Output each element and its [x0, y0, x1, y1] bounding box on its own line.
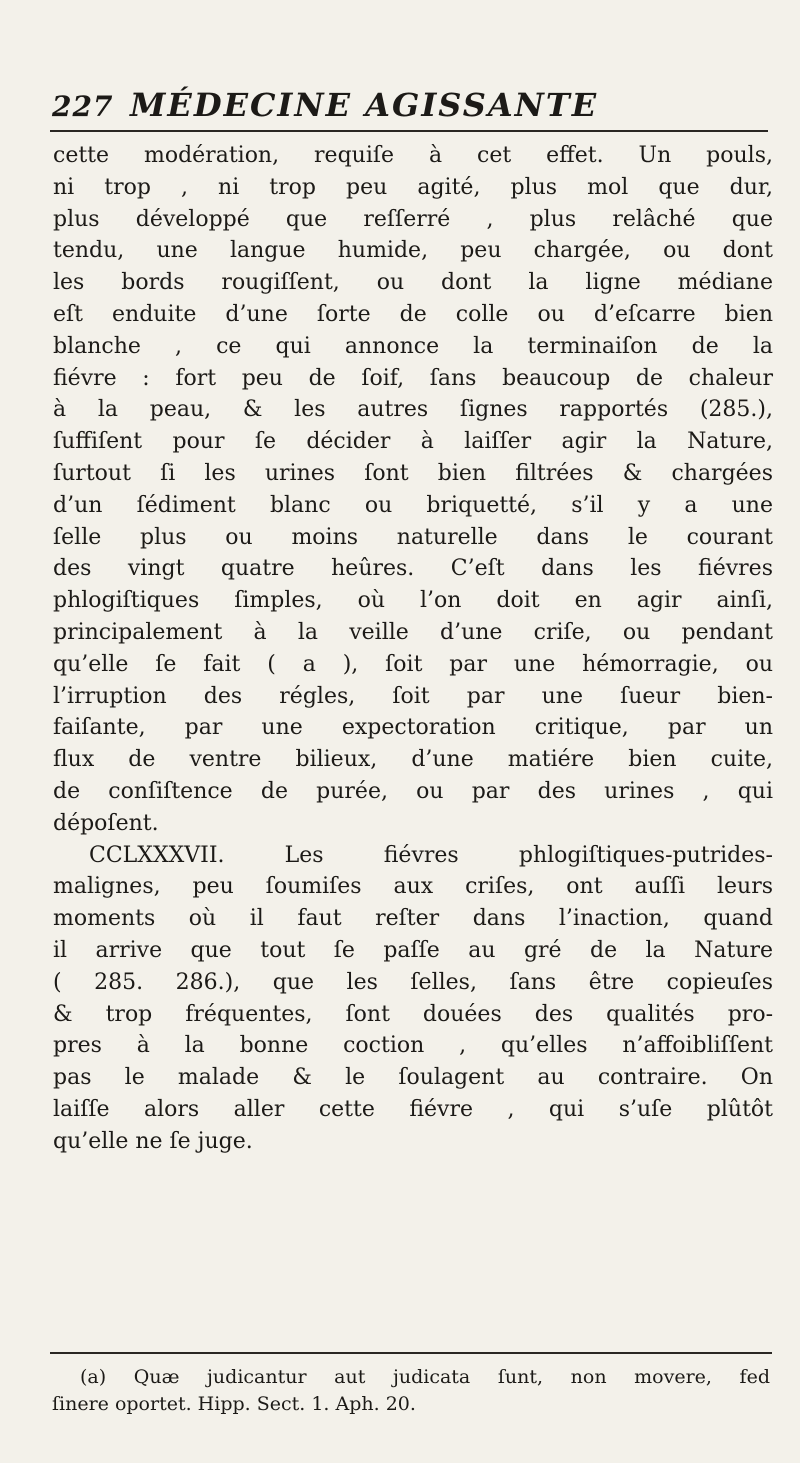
text-line: l’irruption des régles, ſoit par une ſueur bien-: [53, 683, 773, 709]
text-line: à la peau, & les autres ſignes rapportés (285.),: [53, 397, 773, 423]
text-line: de conſiſtence de purée, ou par des urines , qui: [53, 778, 773, 804]
footnote-line: ſinere oportet. Hipp. Sect. 1. Aph. 20.: [52, 1393, 416, 1415]
text-line: faiſante, par une expectoration critique, par un: [53, 715, 773, 741]
text-line: les bords rougiſſent, ou dont la ligne médiane: [53, 270, 773, 296]
text-line: des vingt quatre heûres. C’eſt dans les fiévres: [53, 556, 773, 582]
footnote-rule: [50, 1352, 772, 1354]
footnote: [52, 1364, 770, 1418]
text-line: cette modération, requiſe à cet effet. Un pouls,: [53, 143, 773, 168]
footnote-line: (a) Quæ judicantur aut judicata ſunt, non movere, fed: [80, 1366, 770, 1388]
text-line: plus développé que reſſerré , plus relâché que: [53, 206, 773, 232]
text-line: phlogiſtiques ſimples, où l’on doit en agir ainſi,: [53, 588, 773, 614]
paragraph-1: [53, 140, 773, 840]
text-line: qu’elle ſe fait ( a ), ſoit par une hémorragie, ou: [53, 651, 773, 677]
text-line: moments où il faut reſter dans l’inaction, quand: [53, 906, 773, 932]
text-line: laiſſe alors aller cette fiévre , qui s’uſe plûtôt: [53, 1096, 773, 1122]
text-line: eſt enduite d’une ſorte de colle ou d’eſcarre bien: [53, 301, 773, 327]
text-line: ſurtout ſi les urines ſont bien filtrées & chargées: [53, 460, 773, 486]
text-line: malignes, peu ſoumiſes aux criſes, ont auſſi leurs: [53, 874, 773, 900]
text-line: flux de ventre bilieux, d’une matiére bien cuite,: [53, 747, 773, 773]
text-line: ſuffiſent pour ſe décider à laiſſer agir la Nature,: [53, 429, 773, 455]
text-line: d’un ſédiment blanc ou briquetté, s’il y a une: [53, 492, 773, 518]
text-line: & trop fréquentes, ſont douées des qualités pro-: [53, 1001, 773, 1027]
text-line: CCLXXXVII. Les fiévres phlogiſtiques-putrides-: [89, 842, 773, 868]
body-text: [53, 140, 773, 1158]
text-line: dépoſent.: [53, 810, 159, 836]
text-line: ( 285. 286.), que les ſelles, ſans être copieuſes: [53, 969, 773, 995]
text-line: pas le malade & le ſoulagent au contraire. On: [53, 1065, 773, 1091]
text-line: pres à la bonne coction , qu’elles n’affoibliſſent: [53, 1033, 773, 1059]
text-line: fiévre : fort peu de ſoif, ſans beaucoup de chaleur: [53, 365, 773, 391]
text-line: blanche , ce qui annonce la terminaiſon de la: [53, 333, 773, 359]
text-line: ſelle plus ou moins naturelle dans le courant: [53, 524, 773, 550]
text-line: qu’elle ne ſe juge.: [53, 1128, 253, 1154]
paragraph-2: [53, 840, 773, 1158]
page-header: [52, 86, 772, 126]
text-line: tendu, une langue humide, peu chargée, ou dont: [53, 238, 773, 264]
page-number: 227: [52, 90, 114, 123]
text-line: ni trop , ni trop peu agité, plus mol que dur,: [53, 174, 773, 200]
text-line: il arrive que tout ſe paſſe au gré de la Nature: [53, 937, 773, 963]
running-title: MÉDECINE AGISSANTE: [130, 86, 599, 124]
text-line: principalement à la veille d’une criſe, ou pendant: [53, 619, 773, 645]
header-rule: [50, 130, 768, 132]
